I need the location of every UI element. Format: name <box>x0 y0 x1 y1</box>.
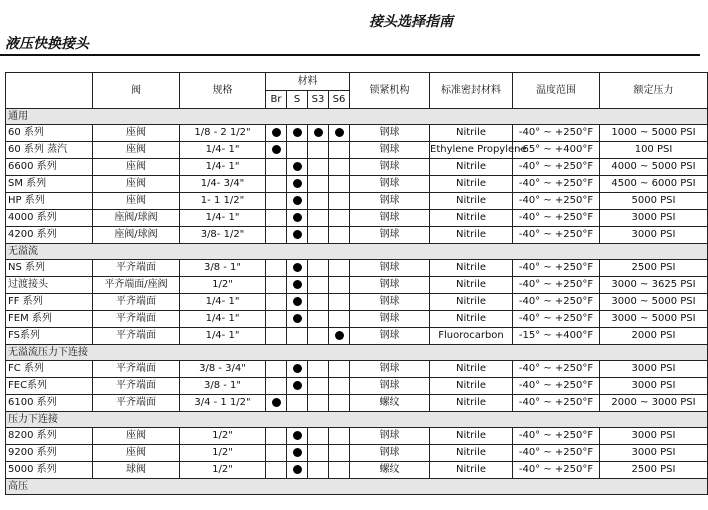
temp-cell: -40° ~ +250°F <box>513 462 600 479</box>
material-cell-s3 <box>308 311 329 328</box>
material-cell-br <box>266 428 287 445</box>
series-name-cell: 5000 系列 <box>6 462 93 479</box>
series-name-cell: NS 系列 <box>6 260 93 277</box>
seal-cell: Nitrile <box>430 260 513 277</box>
spec-cell: 1/2" <box>180 277 266 294</box>
pressure-cell: 3000 PSI <box>600 445 708 462</box>
pressure-cell: 3000 ~ 3625 PSI <box>600 277 708 294</box>
filled-dot-icon <box>293 230 302 239</box>
spec-cell: 1/2" <box>180 428 266 445</box>
series-name-cell: 6600 系列 <box>6 159 93 176</box>
filled-dot-icon <box>293 128 302 137</box>
table-header <box>6 73 708 109</box>
material-cell-s <box>287 445 308 462</box>
seal-cell: Nitrile <box>430 462 513 479</box>
series-name-cell: FS系列 <box>6 328 93 345</box>
material-cell-s6 <box>329 395 350 412</box>
lock-cell: 螺纹 <box>350 395 430 412</box>
seal-cell: Nitrile <box>430 227 513 244</box>
pressure-cell: 2500 PSI <box>600 260 708 277</box>
material-cell-br <box>266 193 287 210</box>
header-pressure: 额定压力 <box>600 73 708 109</box>
filled-dot-icon <box>272 145 281 154</box>
seal-cell: Ethylene Propylene <box>430 142 513 159</box>
series-name-cell: SM 系列 <box>6 176 93 193</box>
section-title: 压力下连接 <box>6 412 708 428</box>
seal-cell: Nitrile <box>430 176 513 193</box>
seal-cell: Nitrile <box>430 445 513 462</box>
table-row <box>6 142 708 159</box>
filled-dot-icon <box>293 196 302 205</box>
material-cell-s6 <box>329 260 350 277</box>
filled-dot-icon <box>293 263 302 272</box>
pressure-cell: 3000 PSI <box>600 210 708 227</box>
temp-cell: -40° ~ +250°F <box>513 125 600 142</box>
material-cell-br <box>266 361 287 378</box>
header-material-s6: S6 <box>329 91 350 109</box>
material-cell-s3 <box>308 462 329 479</box>
material-cell-s3 <box>308 445 329 462</box>
valve-cell: 平齐端面 <box>93 294 180 311</box>
valve-cell: 座阀 <box>93 193 180 210</box>
material-cell-s6 <box>329 193 350 210</box>
section-row <box>6 412 708 428</box>
series-name-cell: 4200 系列 <box>6 227 93 244</box>
spec-cell: 1/8 - 2 1/2" <box>180 125 266 142</box>
material-cell-s3 <box>308 142 329 159</box>
coupling-selection-table <box>5 72 708 495</box>
valve-cell: 平齐端面 <box>93 328 180 345</box>
table-row <box>6 260 708 277</box>
temp-cell: -40° ~ +250°F <box>513 176 600 193</box>
lock-cell: 钢球 <box>350 176 430 193</box>
temp-cell: -15° ~ +400°F <box>513 328 600 345</box>
table-row <box>6 361 708 378</box>
material-cell-br <box>266 142 287 159</box>
table-row <box>6 311 708 328</box>
series-name-cell: FC 系列 <box>6 361 93 378</box>
filled-dot-icon <box>293 280 302 289</box>
material-cell-s3 <box>308 125 329 142</box>
table-row <box>6 428 708 445</box>
table-row <box>6 328 708 345</box>
material-cell-s6 <box>329 227 350 244</box>
lock-cell: 钢球 <box>350 260 430 277</box>
seal-cell: Nitrile <box>430 159 513 176</box>
material-cell-s <box>287 294 308 311</box>
seal-cell: Fluorocarbon <box>430 328 513 345</box>
seal-cell: Nitrile <box>430 193 513 210</box>
material-cell-s <box>287 227 308 244</box>
header-valve: 阀 <box>93 73 180 109</box>
valve-cell: 平齐端面/座阀 <box>93 277 180 294</box>
valve-cell: 座阀 <box>93 176 180 193</box>
material-cell-s <box>287 361 308 378</box>
section-title: 通用 <box>6 109 708 125</box>
material-cell-br <box>266 159 287 176</box>
series-name-cell: 过渡接头 <box>6 277 93 294</box>
valve-cell: 平齐端面 <box>93 260 180 277</box>
filled-dot-icon <box>293 364 302 373</box>
lock-cell: 螺纹 <box>350 462 430 479</box>
filled-dot-icon <box>335 128 344 137</box>
filled-dot-icon <box>335 331 344 340</box>
section-row <box>6 345 708 361</box>
material-cell-br <box>266 462 287 479</box>
lock-cell: 钢球 <box>350 445 430 462</box>
material-cell-br <box>266 395 287 412</box>
header-name <box>6 73 93 109</box>
material-cell-s3 <box>308 227 329 244</box>
lock-cell: 钢球 <box>350 159 430 176</box>
material-cell-s3 <box>308 428 329 445</box>
pressure-cell: 3000 PSI <box>600 428 708 445</box>
material-cell-s <box>287 210 308 227</box>
material-cell-s6 <box>329 428 350 445</box>
material-cell-s3 <box>308 176 329 193</box>
valve-cell: 座阀 <box>93 428 180 445</box>
filled-dot-icon <box>293 314 302 323</box>
valve-cell: 平齐端面 <box>93 361 180 378</box>
section-row <box>6 109 708 125</box>
header-material-s: S <box>287 91 308 109</box>
material-cell-s3 <box>308 361 329 378</box>
material-cell-br <box>266 227 287 244</box>
header-material-s3: S3 <box>308 91 329 109</box>
material-cell-s6 <box>329 176 350 193</box>
series-name-cell: 4000 系列 <box>6 210 93 227</box>
pressure-cell: 3000 PSI <box>600 361 708 378</box>
material-cell-br <box>266 294 287 311</box>
valve-cell: 座阀 <box>93 125 180 142</box>
spec-cell: 1/4- 3/4" <box>180 176 266 193</box>
section-title: 高压 <box>6 479 708 495</box>
lock-cell: 钢球 <box>350 227 430 244</box>
pressure-cell: 5000 PSI <box>600 193 708 210</box>
filled-dot-icon <box>272 398 281 407</box>
temp-cell: -40° ~ +250°F <box>513 260 600 277</box>
series-name-cell: 60 系列 <box>6 125 93 142</box>
material-cell-br <box>266 176 287 193</box>
temp-cell: -40° ~ +250°F <box>513 159 600 176</box>
header-material: 材料 <box>266 73 350 91</box>
spec-cell: 1/2" <box>180 445 266 462</box>
lock-cell: 钢球 <box>350 311 430 328</box>
temp-cell: -40° ~ +250°F <box>513 395 600 412</box>
material-cell-br <box>266 328 287 345</box>
seal-cell: Nitrile <box>430 210 513 227</box>
pressure-cell: 3000 PSI <box>600 227 708 244</box>
lock-cell: 钢球 <box>350 210 430 227</box>
spec-cell: 3/8 - 1" <box>180 260 266 277</box>
pressure-cell: 100 PSI <box>600 142 708 159</box>
valve-cell: 平齐端面 <box>93 311 180 328</box>
temp-cell: -65° ~ +400°F <box>513 142 600 159</box>
spec-cell: 1/2" <box>180 462 266 479</box>
series-name-cell: 8200 系列 <box>6 428 93 445</box>
material-cell-s6 <box>329 462 350 479</box>
seal-cell: Nitrile <box>430 311 513 328</box>
temp-cell: -40° ~ +250°F <box>513 445 600 462</box>
section-title: 无溢流压力下连接 <box>6 345 708 361</box>
material-cell-s6 <box>329 378 350 395</box>
spec-cell: 1/4- 1" <box>180 311 266 328</box>
section-row <box>6 244 708 260</box>
temp-cell: -40° ~ +250°F <box>513 311 600 328</box>
spec-cell: 1/4- 1" <box>180 159 266 176</box>
material-cell-br <box>266 311 287 328</box>
material-cell-s6 <box>329 125 350 142</box>
pressure-cell: 3000 PSI <box>600 378 708 395</box>
pressure-cell: 2000 PSI <box>600 328 708 345</box>
series-name-cell: 6100 系列 <box>6 395 93 412</box>
lock-cell: 钢球 <box>350 193 430 210</box>
spec-cell: 3/8 - 3/4" <box>180 361 266 378</box>
table-row <box>6 159 708 176</box>
pressure-cell: 4000 ~ 5000 PSI <box>600 159 708 176</box>
spec-cell: 3/4 - 1 1/2" <box>180 395 266 412</box>
valve-cell: 座阀 <box>93 445 180 462</box>
material-cell-s6 <box>329 210 350 227</box>
valve-cell: 座阀/球阀 <box>93 210 180 227</box>
material-cell-s6 <box>329 294 350 311</box>
material-cell-s6 <box>329 445 350 462</box>
material-cell-s3 <box>308 193 329 210</box>
header-seal: 标准密封材料 <box>430 73 513 109</box>
material-cell-br <box>266 378 287 395</box>
pressure-cell: 2000 ~ 3000 PSI <box>600 395 708 412</box>
material-cell-s <box>287 142 308 159</box>
filled-dot-icon <box>293 448 302 457</box>
pressure-cell: 3000 ~ 5000 PSI <box>600 294 708 311</box>
material-cell-s <box>287 193 308 210</box>
lock-cell: 钢球 <box>350 277 430 294</box>
material-cell-s6 <box>329 159 350 176</box>
material-cell-s <box>287 125 308 142</box>
pressure-cell: 2500 PSI <box>600 462 708 479</box>
material-cell-s <box>287 159 308 176</box>
table-row <box>6 277 708 294</box>
material-cell-s <box>287 328 308 345</box>
table-row <box>6 378 708 395</box>
temp-cell: -40° ~ +250°F <box>513 210 600 227</box>
header-lock: 锁紧机构 <box>350 73 430 109</box>
section-title: 无溢流 <box>6 244 708 260</box>
guide-title: 接头选择指南 <box>369 14 453 30</box>
material-cell-br <box>266 277 287 294</box>
seal-cell: Nitrile <box>430 277 513 294</box>
table-row <box>6 176 708 193</box>
filled-dot-icon <box>293 297 302 306</box>
temp-cell: -40° ~ +250°F <box>513 378 600 395</box>
temp-cell: -40° ~ +250°F <box>513 193 600 210</box>
section-row <box>6 479 708 495</box>
seal-cell: Nitrile <box>430 378 513 395</box>
pressure-cell: 4500 ~ 6000 PSI <box>600 176 708 193</box>
material-cell-s3 <box>308 378 329 395</box>
seal-cell: Nitrile <box>430 125 513 142</box>
temp-cell: -40° ~ +250°F <box>513 428 600 445</box>
table-row <box>6 445 708 462</box>
material-cell-s <box>287 395 308 412</box>
table-body <box>6 109 708 495</box>
spec-cell: 3/8 - 1" <box>180 378 266 395</box>
table-row <box>6 125 708 142</box>
material-cell-s3 <box>308 395 329 412</box>
material-cell-s <box>287 277 308 294</box>
material-cell-br <box>266 445 287 462</box>
filled-dot-icon <box>293 465 302 474</box>
valve-cell: 平齐端面 <box>93 395 180 412</box>
spec-cell: 1- 1 1/2" <box>180 193 266 210</box>
table-row <box>6 462 708 479</box>
page-title: 液压快换接头 <box>5 36 89 52</box>
title-rule <box>0 54 700 56</box>
material-cell-s6 <box>329 361 350 378</box>
table-row <box>6 210 708 227</box>
spec-cell: 3/8- 1/2" <box>180 227 266 244</box>
pressure-cell: 3000 ~ 5000 PSI <box>600 311 708 328</box>
lock-cell: 钢球 <box>350 125 430 142</box>
seal-cell: Nitrile <box>430 294 513 311</box>
material-cell-s3 <box>308 210 329 227</box>
series-name-cell: FEM 系列 <box>6 311 93 328</box>
seal-cell: Nitrile <box>430 428 513 445</box>
material-cell-s3 <box>308 159 329 176</box>
material-cell-s <box>287 176 308 193</box>
temp-cell: -40° ~ +250°F <box>513 294 600 311</box>
series-name-cell: 9200 系列 <box>6 445 93 462</box>
material-cell-br <box>266 260 287 277</box>
material-cell-s6 <box>329 328 350 345</box>
temp-cell: -40° ~ +250°F <box>513 277 600 294</box>
lock-cell: 钢球 <box>350 142 430 159</box>
valve-cell: 座阀/球阀 <box>93 227 180 244</box>
valve-cell: 座阀 <box>93 142 180 159</box>
material-cell-s3 <box>308 294 329 311</box>
filled-dot-icon <box>293 381 302 390</box>
spec-cell: 1/4- 1" <box>180 142 266 159</box>
material-cell-s6 <box>329 277 350 294</box>
seal-cell: Nitrile <box>430 395 513 412</box>
temp-cell: -40° ~ +250°F <box>513 361 600 378</box>
valve-cell: 平齐端面 <box>93 378 180 395</box>
header-temp: 温度范围 <box>513 73 600 109</box>
material-cell-s <box>287 462 308 479</box>
filled-dot-icon <box>293 179 302 188</box>
spec-cell: 1/4- 1" <box>180 328 266 345</box>
spec-cell: 1/4- 1" <box>180 294 266 311</box>
material-cell-br <box>266 125 287 142</box>
table-row <box>6 193 708 210</box>
material-cell-br <box>266 210 287 227</box>
series-name-cell: FF 系列 <box>6 294 93 311</box>
filled-dot-icon <box>314 128 323 137</box>
valve-cell: 座阀 <box>93 159 180 176</box>
valve-cell: 球阀 <box>93 462 180 479</box>
temp-cell: -40° ~ +250°F <box>513 227 600 244</box>
pressure-cell: 1000 ~ 5000 PSI <box>600 125 708 142</box>
lock-cell: 钢球 <box>350 428 430 445</box>
series-name-cell: HP 系列 <box>6 193 93 210</box>
lock-cell: 钢球 <box>350 328 430 345</box>
material-cell-s6 <box>329 311 350 328</box>
table-row <box>6 395 708 412</box>
material-cell-s3 <box>308 277 329 294</box>
filled-dot-icon <box>293 162 302 171</box>
material-cell-s <box>287 311 308 328</box>
header-material-br: Br <box>266 91 287 109</box>
header-spec: 规格 <box>180 73 266 109</box>
lock-cell: 钢球 <box>350 294 430 311</box>
table-row <box>6 294 708 311</box>
seal-cell: Nitrile <box>430 361 513 378</box>
filled-dot-icon <box>272 128 281 137</box>
filled-dot-icon <box>293 213 302 222</box>
filled-dot-icon <box>293 431 302 440</box>
material-cell-s <box>287 428 308 445</box>
series-name-cell: FEC系列 <box>6 378 93 395</box>
material-cell-s <box>287 378 308 395</box>
table-row <box>6 227 708 244</box>
spec-cell: 1/4- 1" <box>180 210 266 227</box>
material-cell-s <box>287 260 308 277</box>
material-cell-s3 <box>308 260 329 277</box>
material-cell-s3 <box>308 328 329 345</box>
lock-cell: 钢球 <box>350 361 430 378</box>
material-cell-s6 <box>329 142 350 159</box>
series-name-cell: 60 系列 蒸汽 <box>6 142 93 159</box>
lock-cell: 钢球 <box>350 378 430 395</box>
